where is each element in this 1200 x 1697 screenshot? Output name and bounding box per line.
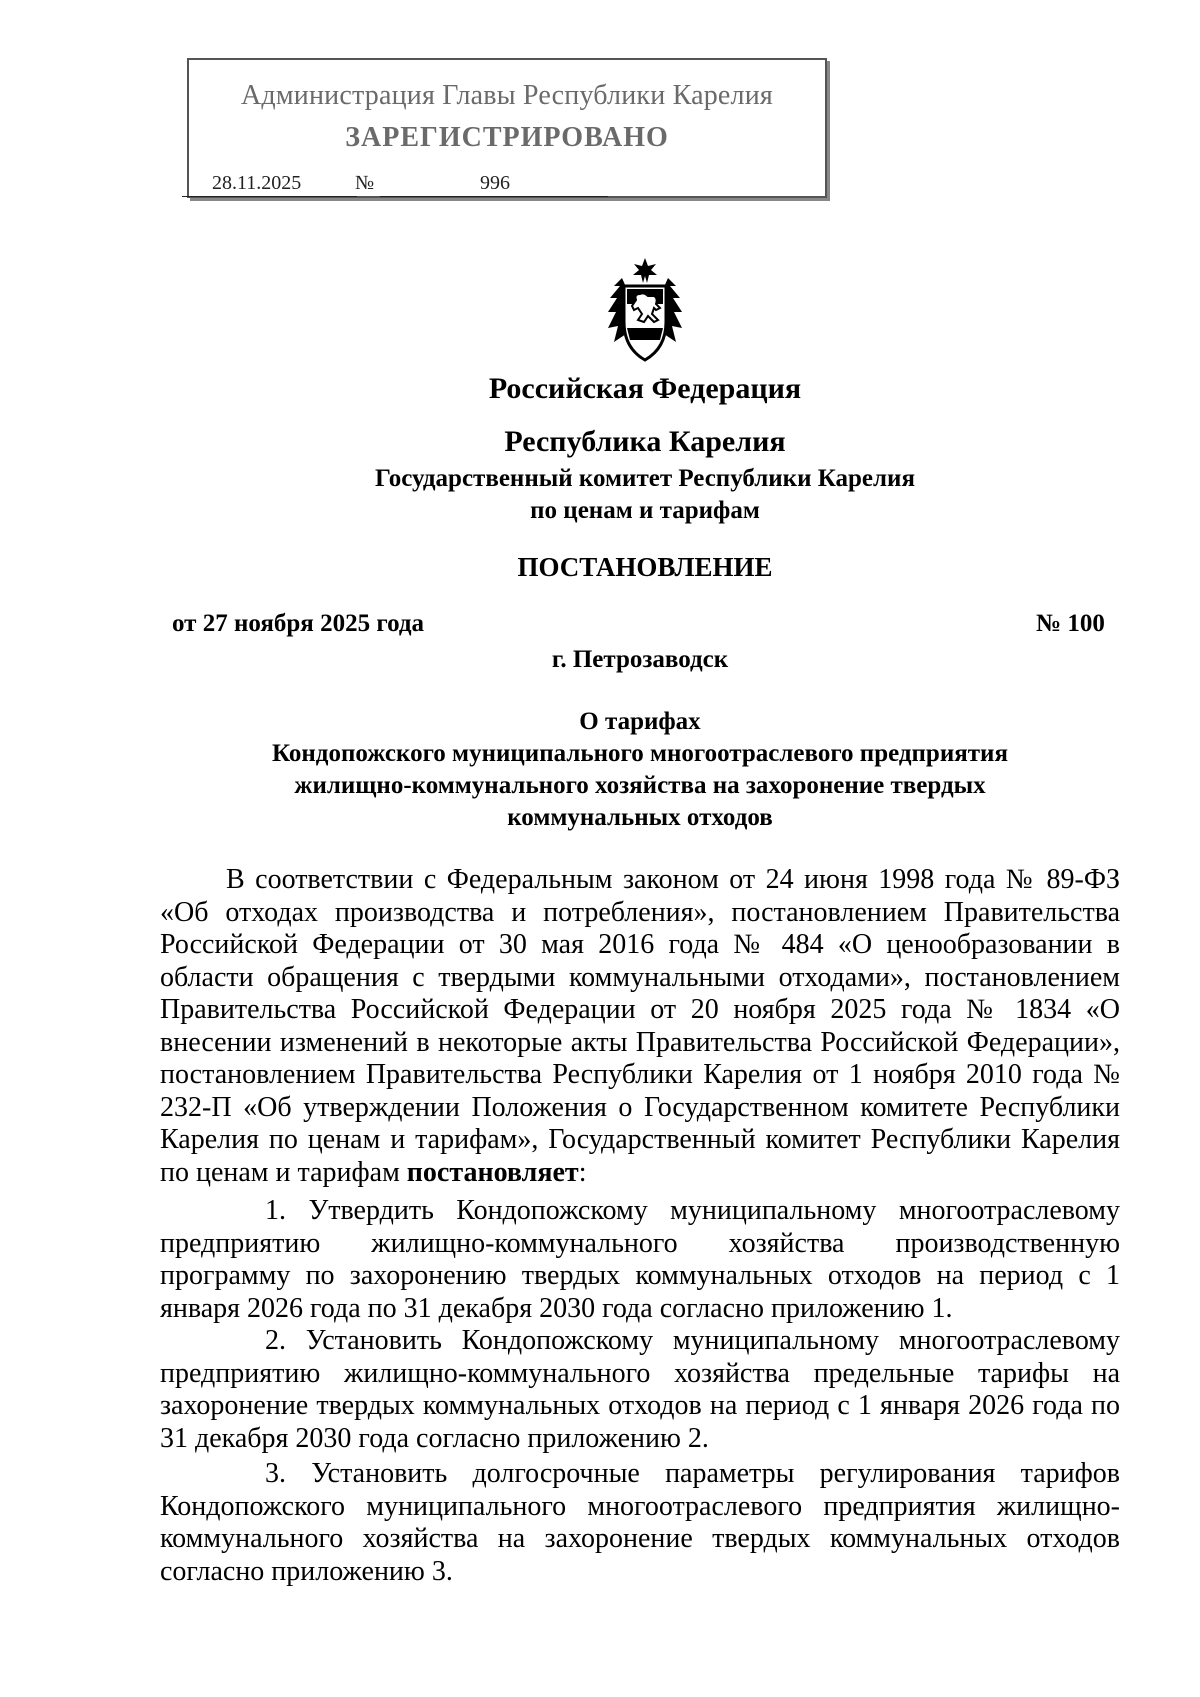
header-committee-line1: Государственный комитет Республики Карелия: [375, 465, 915, 492]
stamp-date-underline: [182, 196, 357, 197]
intro-text: В соответствии с Федеральным законом от 24 июня 1998 года № 89-ФЗ «Об отходах производства и потребления», постановлением Правительства Российской Федерации от 30 мая 2016 года № 484 «О ценообразовании в области обращения с твердыми коммунальными отходами», постановлением Правительства Российской Федерации от 20 ноября 2025 года № 1834 «О внесении изменений в некоторые акты Правительства Российской Федерации», постановлением Правительства Республики Карелия от 1 ноября 2010 года № 232-П «Об утверждении Положения о Государственном комитете Республики Карелия по ценам и тарифам», Государственный комитет Республики Карелия по ценам и тарифам: [160, 864, 1120, 1188]
intro-paragraph: [160, 864, 1120, 1189]
intro-bold-verb: постановляет: [406, 1156, 579, 1188]
header-republic: Республика Карелия: [504, 425, 786, 458]
header-country: Российская Федерация: [488, 372, 802, 405]
document-date: от 27 ноября 2025 года: [172, 610, 424, 637]
stamp-number: 996: [480, 172, 510, 194]
intro-end: :: [578, 1156, 587, 1188]
stamp-date: 28.11.2025: [212, 172, 302, 194]
title-line1: О тарифах: [579, 708, 701, 735]
stamp-number-sign: №: [355, 172, 375, 194]
stamp-status: ЗАРЕГИСТРИРОВАНО: [345, 122, 669, 153]
document-type: ПОСТАНОВЛЕНИЕ: [517, 552, 773, 582]
header-committee-line2: по ценам и тарифам: [530, 497, 760, 524]
title-line3: жилищно-коммунального хозяйства на захоронение твердых: [294, 772, 986, 799]
stamp-organization: Администрация Главы Республики Карелия: [241, 80, 773, 111]
item-2-paragraph: 2. Установить Кондопожскому муниципальному многоотраслевому предприятию жилищно-коммунального хозяйства предельные тарифы на захоронение твердых коммунальных отходов на период с 1 января 2026 года по 31 декабря 2030 года согласно приложению 2.: [160, 1325, 1120, 1454]
title-line4: коммунальных отходов: [507, 804, 773, 831]
document-number: № 100: [1036, 610, 1105, 637]
karelia-coat-of-arms-icon: [600, 256, 690, 366]
document-city: г. Петрозаводск: [551, 646, 729, 673]
stamp-number-underline: [380, 196, 608, 197]
item-1-paragraph: 1. Утвердить Кондопожскому муниципальному многоотраслевому предприятию жилищно-коммунального хозяйства производственную программу по захоронению твердых коммунальных отходов на период с 1 января 2026 года по 31 декабря 2030 года согласно приложению 1.: [160, 1195, 1120, 1324]
title-line2: Кондопожского муниципального многоотраслевого предприятия: [272, 740, 1008, 767]
item-3-paragraph: 3. Установить долгосрочные параметры регулирования тарифов Кондопожского муниципального многоотраслевого предприятия жилищно-коммунального хозяйства на захоронение твердых коммунальных отходов согласно приложению 3.: [160, 1458, 1120, 1587]
